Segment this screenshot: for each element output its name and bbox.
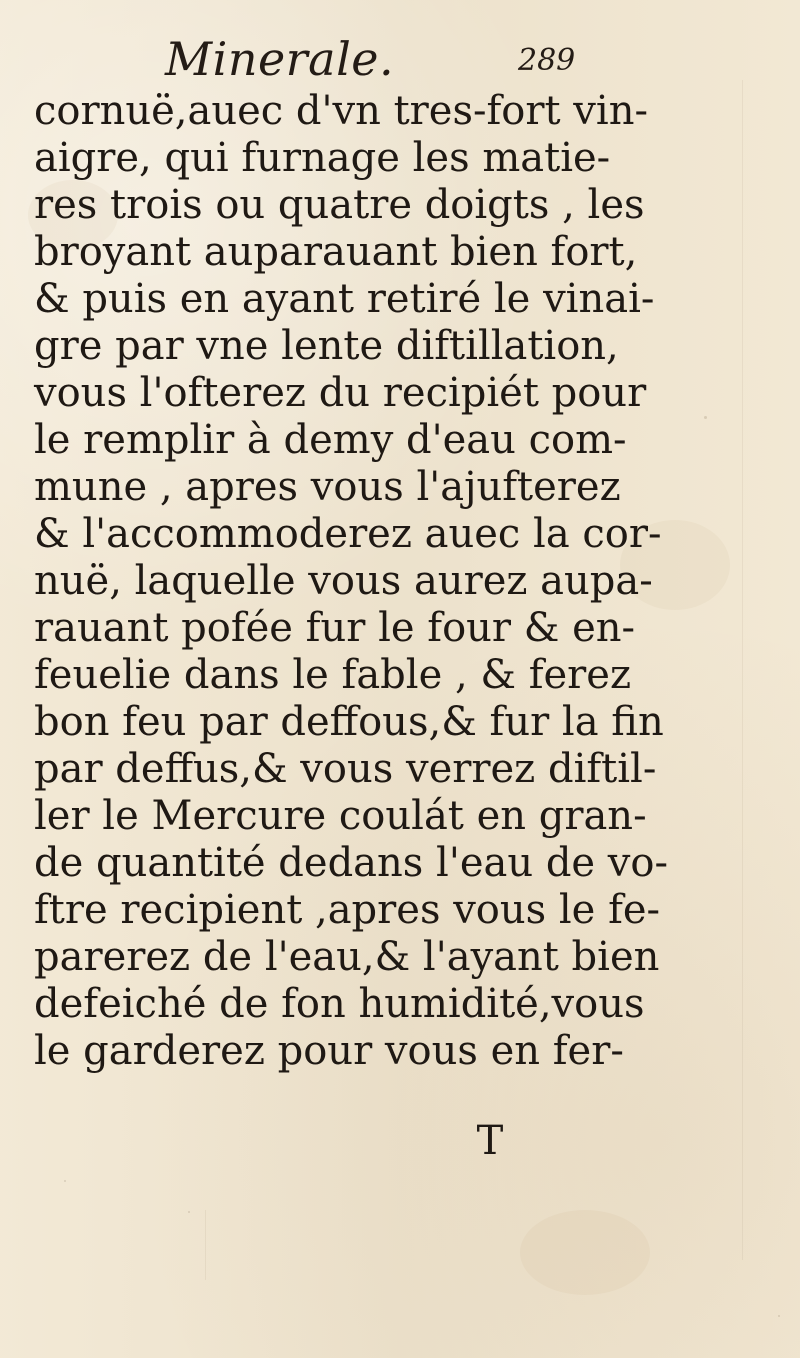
- paper-speck: [704, 416, 707, 419]
- text-block: [0, 90, 800, 1150]
- paper-speck: [188, 1211, 190, 1213]
- text-line: & l'accommoderez auec la cor-: [34, 511, 662, 557]
- text-line: ftre recipient ,apres vous le fe-: [34, 887, 661, 933]
- text-line: broyant auparauant bien fort,: [34, 229, 638, 275]
- text-line: le garderez pour vous en fer-: [34, 1028, 624, 1074]
- text-line: vous l'ofterez du recipiét pour: [34, 370, 647, 416]
- paper-speck: [64, 1180, 66, 1182]
- page-number: 289: [518, 43, 576, 78]
- paper-crease: [205, 1210, 206, 1280]
- text-line: & puis en ayant retiré le vinai-: [34, 276, 655, 322]
- text-line: res trois ou quatre doigts , les: [34, 182, 645, 228]
- running-head: [0, 28, 800, 88]
- text-line: cornuë,auec d'vn tres-fort vin-: [34, 88, 648, 134]
- text-line: le remplir à demy d'eau com-: [34, 417, 627, 463]
- text-line: par deffus,& vous verrez diftil-: [34, 746, 657, 792]
- text-line: parerez de l'eau,& l'ayant bien: [34, 934, 660, 980]
- signature-mark: T: [476, 1118, 504, 1164]
- text-line: gre par vne lente diftillation,: [34, 323, 619, 369]
- text-line: rauant pofée fur le four & en-: [34, 605, 636, 651]
- running-title: Minerale.: [165, 32, 395, 86]
- text-line: defeiché de fon humidité,vous: [34, 981, 645, 1027]
- text-line: bon feu par deffous,& fur la fin: [34, 699, 664, 745]
- text-line: feuelie dans le fable , & ferez: [34, 652, 632, 698]
- text-line: de quantité dedans l'eau de vo-: [34, 840, 669, 886]
- text-line: mune , apres vous l'ajufterez: [34, 464, 621, 510]
- text-line: ler le Mercure coulát en gran-: [34, 793, 647, 839]
- foxing-spot: [520, 1210, 650, 1295]
- text-line: nuë, laquelle vous aurez aupa-: [34, 558, 653, 604]
- paper-speck: [778, 1315, 780, 1317]
- text-line: aigre, qui furnage les matie-: [34, 135, 611, 181]
